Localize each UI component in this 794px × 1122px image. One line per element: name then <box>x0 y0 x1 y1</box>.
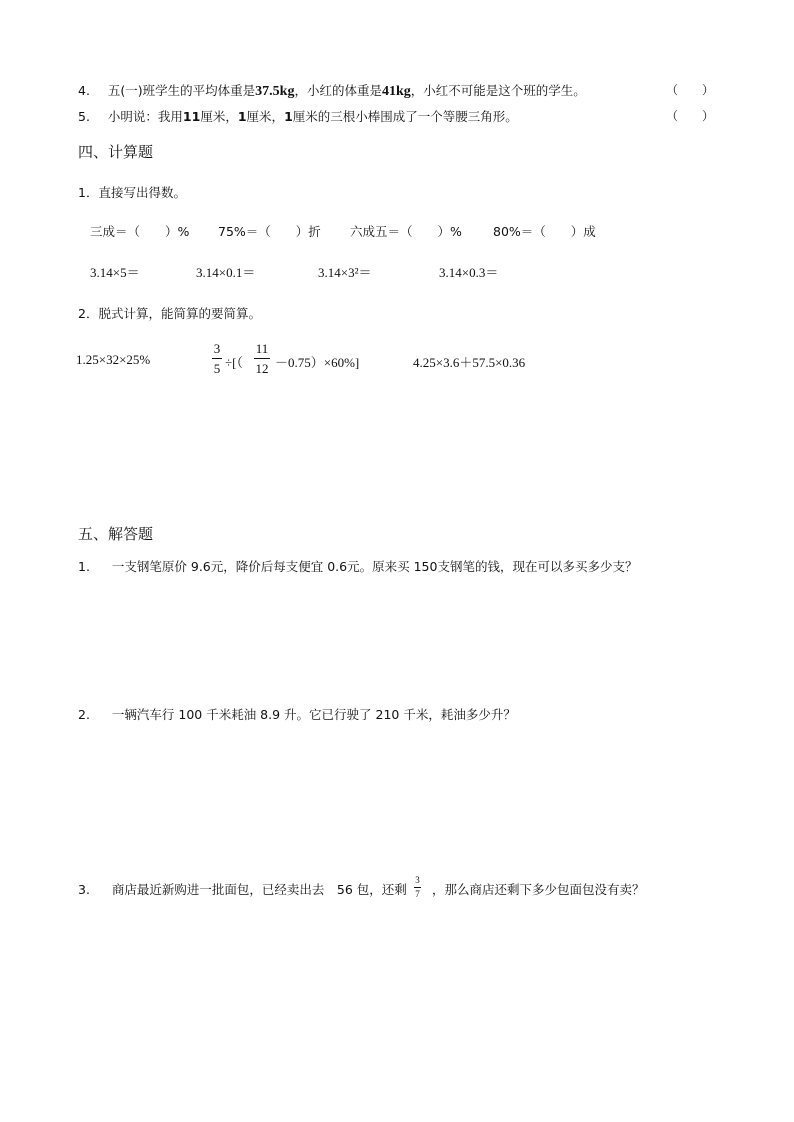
item-number: 5. <box>78 109 90 124</box>
oral-calc: 三成＝（ ）% <box>90 224 190 239</box>
operator: ÷[（ <box>225 355 243 370</box>
item-text: 厘米， <box>246 109 285 124</box>
question-label: 2．脱式计算，能简算的要简算。 <box>78 306 261 321</box>
denominator: 12 <box>255 361 269 376</box>
word-problem-3 <box>78 880 407 898</box>
problem-text: 商店最近新购进一批面包，已经卖出去 56 包，还剩 <box>111 882 407 897</box>
item-text: ，小红的体重是 <box>294 83 382 98</box>
word-problem-2 <box>78 705 516 723</box>
answer-blank[interactable]: （ ） <box>666 83 715 97</box>
item-text: 五(一)班学生的平均体重是 <box>107 83 256 98</box>
item-text: 厘米的三根小棒围成了一个等腰三角形。 <box>292 109 518 124</box>
item-text: 小明说：我用 <box>107 109 183 124</box>
word-problem-1 <box>78 557 637 575</box>
question-label: 1．直接写出得数。 <box>78 185 186 200</box>
item-number: 3. <box>78 882 90 897</box>
fraction <box>414 876 421 899</box>
numerator: 3 <box>415 875 420 885</box>
weight-value: 37.5kg <box>255 84 295 99</box>
expression: 4.25×3.6＋57.5×0.36 <box>413 355 526 370</box>
length-value: 11 <box>182 109 201 124</box>
numerator: 3 <box>213 341 221 356</box>
item-number: 1. <box>78 559 90 574</box>
item-number: 2. <box>78 707 90 722</box>
problem-text: 一辆汽车行 100 千米耗油 8.9 升。它已行驶了 210 千米，耗油多少升？ <box>111 707 516 722</box>
operator: －0.75）×60%] <box>275 355 360 370</box>
oral-calc: 3.14×3²＝ <box>318 265 372 280</box>
answer-blank[interactable]: （ ） <box>666 109 715 123</box>
denominator: 7 <box>415 889 420 899</box>
problem-text: 一支钢笔原价 9.6元，降价后每支便宜 0.6元。原来买 150支钢笔的钱，现在可以多买多少支？ <box>111 559 638 574</box>
fraction <box>254 342 270 375</box>
oral-calc: 3.14×5＝ <box>90 265 140 280</box>
fraction <box>212 342 222 375</box>
item-text: ，小红不可能是这个班的学生。 <box>410 83 586 98</box>
judge-item-4 <box>78 81 586 100</box>
oral-calc: 3.14×0.1＝ <box>196 265 256 280</box>
weight-value: 41kg <box>381 84 411 99</box>
oral-calc: 75%＝（ ）折 <box>218 224 321 239</box>
judge-item-5 <box>78 107 518 125</box>
section-title: 四、计算题 <box>78 143 154 161</box>
numerator: 11 <box>255 341 269 356</box>
denominator: 5 <box>213 361 221 376</box>
item-number: 4. <box>78 83 90 98</box>
length-value: 1 <box>237 109 247 124</box>
oral-calc: 3.14×0.3＝ <box>439 265 499 280</box>
section-title: 五、解答题 <box>78 525 154 543</box>
oral-calc: 80%＝（ ）成 <box>493 224 596 239</box>
problem-text: ，那么商店还剩下多少包面包没有卖？ <box>432 882 645 897</box>
item-text: 厘米， <box>200 109 238 124</box>
oral-calc: 六成五＝（ ）% <box>350 224 462 239</box>
length-value: 1 <box>284 109 293 124</box>
expression: 1.25×32×25% <box>76 352 151 367</box>
